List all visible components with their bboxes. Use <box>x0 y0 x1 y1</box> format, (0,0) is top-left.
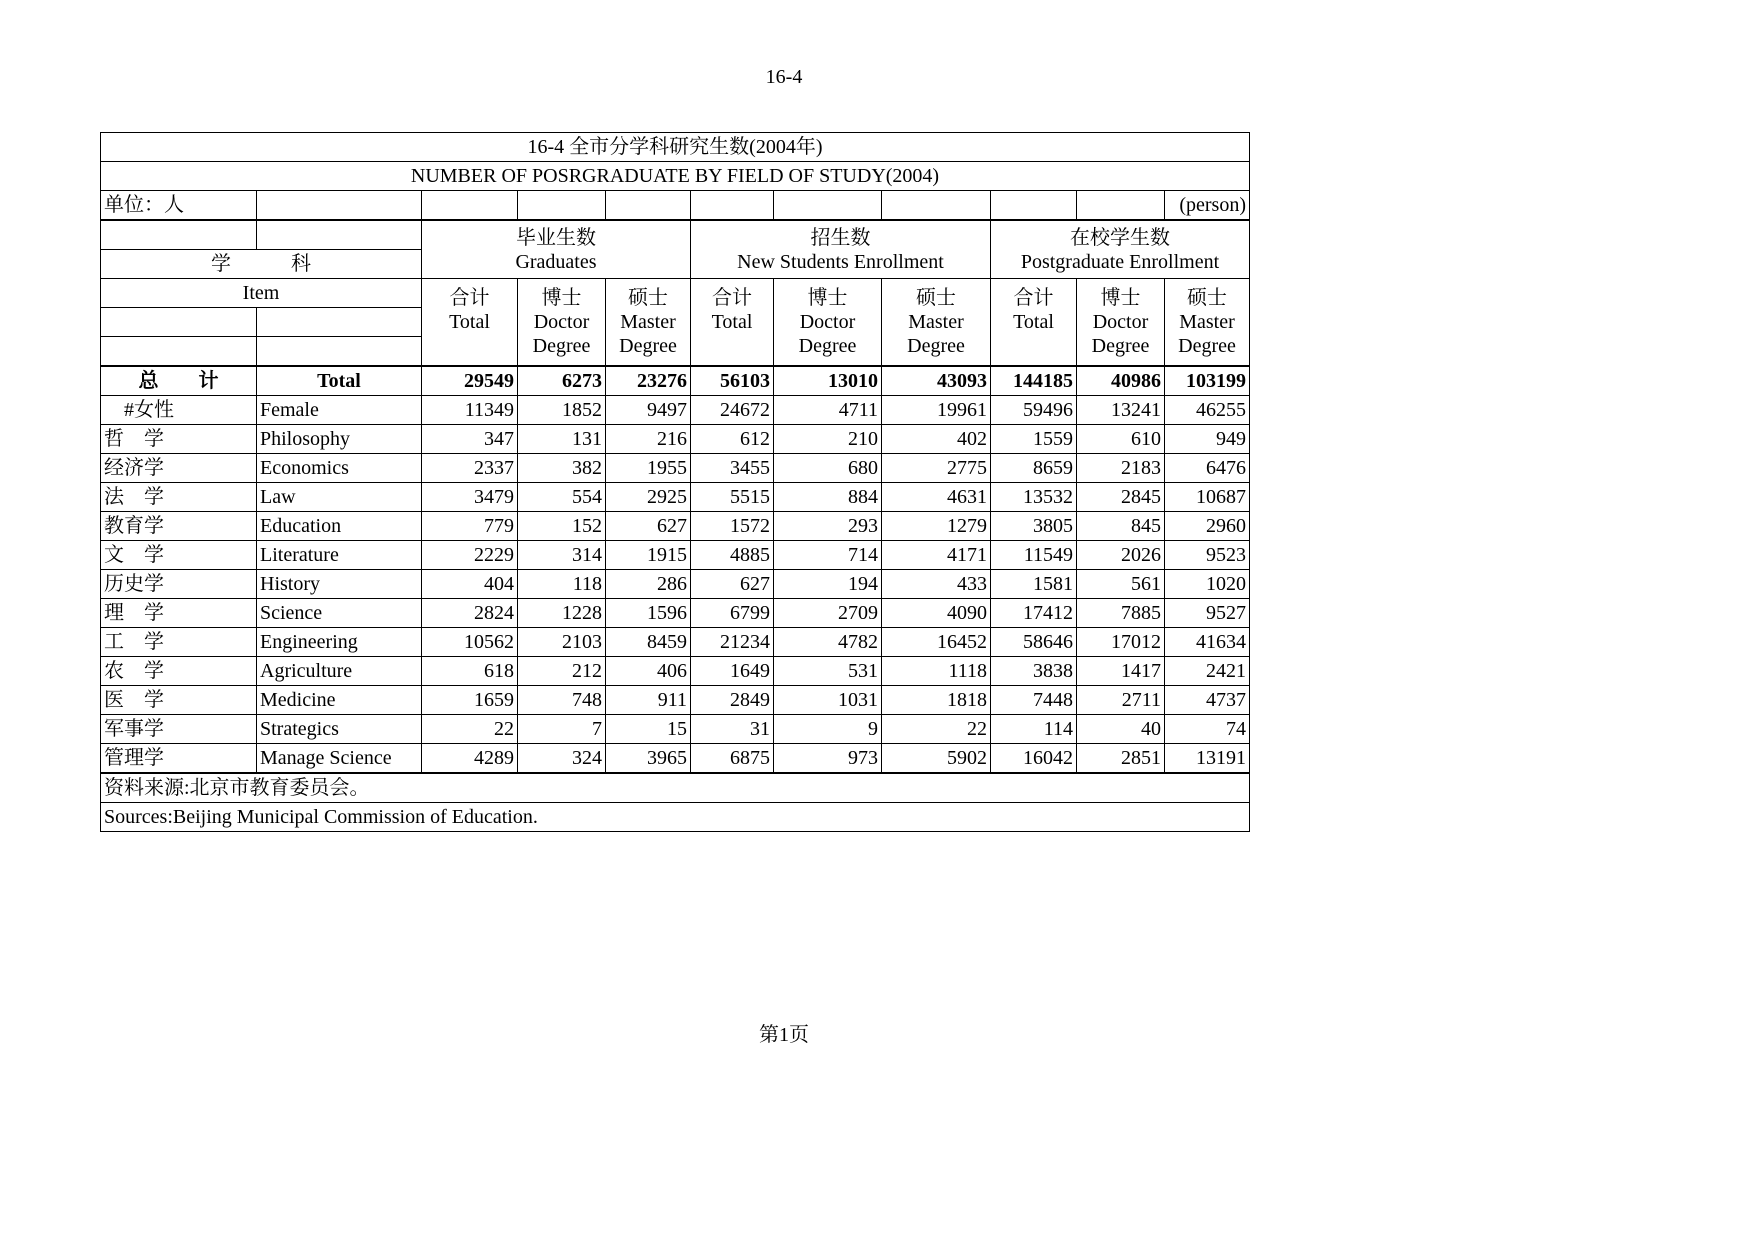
value-cell: 58646 <box>991 628 1077 657</box>
row-label-en: Engineering <box>257 628 422 657</box>
unit-en: (person) <box>1165 191 1250 221</box>
value-cell: 1020 <box>1165 570 1250 599</box>
value-cell: 911 <box>606 686 691 715</box>
value-cell: 2103 <box>518 628 606 657</box>
value-cell: 1649 <box>691 657 774 686</box>
value-cell: 7 <box>518 715 606 744</box>
value-cell: 554 <box>518 483 606 512</box>
value-cell: 40986 <box>1077 366 1165 396</box>
value-cell: 1659 <box>422 686 518 715</box>
value-cell: 29549 <box>422 366 518 396</box>
row-label-cn: 军事学 <box>101 715 257 744</box>
value-cell: 402 <box>882 425 991 454</box>
subcol-total: 合计 Total <box>691 279 774 367</box>
value-cell: 531 <box>774 657 882 686</box>
value-cell: 1818 <box>882 686 991 715</box>
value-cell: 627 <box>606 512 691 541</box>
value-cell: 2337 <box>422 454 518 483</box>
value-cell: 13010 <box>774 366 882 396</box>
value-cell: 286 <box>606 570 691 599</box>
table-row <box>101 744 1250 774</box>
data-table <box>100 132 1250 832</box>
row-label-cn: 经济学 <box>101 454 257 483</box>
value-cell: 5902 <box>882 744 991 774</box>
table-row <box>101 657 1250 686</box>
page-label: 16-4 <box>765 66 803 88</box>
subcol-master: 硕士 Master Degree <box>1165 279 1250 367</box>
value-cell: 216 <box>606 425 691 454</box>
table-row <box>101 483 1250 512</box>
table-row <box>101 541 1250 570</box>
value-cell: 714 <box>774 541 882 570</box>
value-cell: 680 <box>774 454 882 483</box>
table-row <box>101 454 1250 483</box>
value-cell: 4782 <box>774 628 882 657</box>
value-cell: 2183 <box>1077 454 1165 483</box>
value-cell: 19961 <box>882 396 991 425</box>
source-cn: 资料来源:北京市教育委员会。 <box>101 773 1250 803</box>
value-cell: 5515 <box>691 483 774 512</box>
value-cell: 13532 <box>991 483 1077 512</box>
value-cell: 23276 <box>606 366 691 396</box>
value-cell: 3805 <box>991 512 1077 541</box>
row-label-cn: 工 学 <box>101 628 257 657</box>
value-cell: 2229 <box>422 541 518 570</box>
title-cn: 16-4 全市分学科研究生数(2004年) <box>101 133 1250 162</box>
table-row <box>101 628 1250 657</box>
subcol-master: 硕士 Master Degree <box>606 279 691 367</box>
value-cell: 6875 <box>691 744 774 774</box>
value-cell: 7448 <box>991 686 1077 715</box>
row-label-cn: 哲 学 <box>101 425 257 454</box>
unit-cn: 单位：人 <box>101 191 257 221</box>
table-row <box>101 686 1250 715</box>
item-cn: 学 科 <box>101 250 422 279</box>
row-label-en: Female <box>257 396 422 425</box>
table-row <box>101 570 1250 599</box>
value-cell: 9497 <box>606 396 691 425</box>
value-cell: 6273 <box>518 366 606 396</box>
value-cell: 382 <box>518 454 606 483</box>
value-cell: 16042 <box>991 744 1077 774</box>
value-cell: 404 <box>422 570 518 599</box>
value-cell: 144185 <box>991 366 1077 396</box>
value-cell: 6799 <box>691 599 774 628</box>
row-label-en: Agriculture <box>257 657 422 686</box>
subcol-master: 硕士 Master Degree <box>882 279 991 367</box>
value-cell: 74 <box>1165 715 1250 744</box>
subcol-doctor: 博士 Doctor Degree <box>774 279 882 367</box>
value-cell: 324 <box>518 744 606 774</box>
value-cell: 293 <box>774 512 882 541</box>
value-cell: 1279 <box>882 512 991 541</box>
value-cell: 7885 <box>1077 599 1165 628</box>
value-cell: 210 <box>774 425 882 454</box>
value-cell: 612 <box>691 425 774 454</box>
row-label-en: Economics <box>257 454 422 483</box>
group-new-enrollment: 招生数 New Students Enrollment <box>691 220 991 279</box>
value-cell: 2026 <box>1077 541 1165 570</box>
row-label-cn: #女性 <box>101 396 257 425</box>
value-cell: 884 <box>774 483 882 512</box>
value-cell: 2845 <box>1077 483 1165 512</box>
row-label-en: Total <box>257 366 422 396</box>
value-cell: 2960 <box>1165 512 1250 541</box>
table-row <box>101 396 1250 425</box>
value-cell: 4711 <box>774 396 882 425</box>
value-cell: 17012 <box>1077 628 1165 657</box>
value-cell: 4289 <box>422 744 518 774</box>
value-cell: 24672 <box>691 396 774 425</box>
page-footer: 第1页 <box>759 1024 809 1046</box>
value-cell: 11549 <box>991 541 1077 570</box>
value-cell: 9 <box>774 715 882 744</box>
value-cell: 194 <box>774 570 882 599</box>
value-cell: 16452 <box>882 628 991 657</box>
value-cell: 845 <box>1077 512 1165 541</box>
row-label-cn: 管理学 <box>101 744 257 774</box>
value-cell: 22 <box>422 715 518 744</box>
value-cell: 46255 <box>1165 396 1250 425</box>
value-cell: 949 <box>1165 425 1250 454</box>
value-cell: 13191 <box>1165 744 1250 774</box>
item-en: Item <box>101 279 422 308</box>
value-cell: 347 <box>422 425 518 454</box>
value-cell: 8459 <box>606 628 691 657</box>
value-cell: 4090 <box>882 599 991 628</box>
row-label-cn: 理 学 <box>101 599 257 628</box>
row-label-en: History <box>257 570 422 599</box>
table-row <box>101 425 1250 454</box>
row-label-en: Manage Science <box>257 744 422 774</box>
row-label-cn: 文 学 <box>101 541 257 570</box>
value-cell: 9523 <box>1165 541 1250 570</box>
subcol-doctor: 博士 Doctor Degree <box>518 279 606 367</box>
value-cell: 131 <box>518 425 606 454</box>
value-cell: 1581 <box>991 570 1077 599</box>
row-label-cn: 医 学 <box>101 686 257 715</box>
value-cell: 561 <box>1077 570 1165 599</box>
value-cell: 4631 <box>882 483 991 512</box>
value-cell: 627 <box>691 570 774 599</box>
row-label-en: Medicine <box>257 686 422 715</box>
value-cell: 17412 <box>991 599 1077 628</box>
value-cell: 1596 <box>606 599 691 628</box>
source-en: Sources:Beijing Municipal Commission of Education. <box>101 803 1250 832</box>
value-cell: 10687 <box>1165 483 1250 512</box>
value-cell: 3965 <box>606 744 691 774</box>
value-cell: 152 <box>518 512 606 541</box>
row-label-en: Law <box>257 483 422 512</box>
value-cell: 1417 <box>1077 657 1165 686</box>
row-label-cn: 法 学 <box>101 483 257 512</box>
value-cell: 2711 <box>1077 686 1165 715</box>
value-cell: 1559 <box>991 425 1077 454</box>
value-cell: 1228 <box>518 599 606 628</box>
row-label-en: Science <box>257 599 422 628</box>
value-cell: 779 <box>422 512 518 541</box>
row-label-en: Philosophy <box>257 425 422 454</box>
value-cell: 4737 <box>1165 686 1250 715</box>
value-cell: 748 <box>518 686 606 715</box>
value-cell: 2824 <box>422 599 518 628</box>
value-cell: 610 <box>1077 425 1165 454</box>
value-cell: 212 <box>518 657 606 686</box>
row-label-en: Literature <box>257 541 422 570</box>
value-cell: 114 <box>991 715 1077 744</box>
row-label-cn: 教育学 <box>101 512 257 541</box>
value-cell: 433 <box>882 570 991 599</box>
value-cell: 9527 <box>1165 599 1250 628</box>
subcol-total: 合计 Total <box>991 279 1077 367</box>
value-cell: 43093 <box>882 366 991 396</box>
subcol-doctor: 博士 Doctor Degree <box>1077 279 1165 367</box>
value-cell: 11349 <box>422 396 518 425</box>
table-row <box>101 512 1250 541</box>
value-cell: 1955 <box>606 454 691 483</box>
value-cell: 406 <box>606 657 691 686</box>
value-cell: 15 <box>606 715 691 744</box>
row-label-en: Strategics <box>257 715 422 744</box>
value-cell: 2849 <box>691 686 774 715</box>
row-label-cn: 农 学 <box>101 657 257 686</box>
value-cell: 3838 <box>991 657 1077 686</box>
subcol-total: 合计 Total <box>422 279 518 367</box>
table-row <box>101 366 1250 396</box>
value-cell: 21234 <box>691 628 774 657</box>
value-cell: 973 <box>774 744 882 774</box>
value-cell: 13241 <box>1077 396 1165 425</box>
title-en: NUMBER OF POSRGRADUATE BY FIELD OF STUDY(2004) <box>101 162 1250 191</box>
value-cell: 4171 <box>882 541 991 570</box>
value-cell: 1118 <box>882 657 991 686</box>
value-cell: 4885 <box>691 541 774 570</box>
value-cell: 59496 <box>991 396 1077 425</box>
value-cell: 31 <box>691 715 774 744</box>
value-cell: 2775 <box>882 454 991 483</box>
row-label-en: Education <box>257 512 422 541</box>
value-cell: 10562 <box>422 628 518 657</box>
row-label-cn: 历史学 <box>101 570 257 599</box>
value-cell: 1852 <box>518 396 606 425</box>
group-graduates: 毕业生数 Graduates <box>422 220 691 279</box>
value-cell: 2925 <box>606 483 691 512</box>
value-cell: 314 <box>518 541 606 570</box>
value-cell: 3479 <box>422 483 518 512</box>
value-cell: 6476 <box>1165 454 1250 483</box>
value-cell: 8659 <box>991 454 1077 483</box>
value-cell: 41634 <box>1165 628 1250 657</box>
table-row <box>101 715 1250 744</box>
value-cell: 40 <box>1077 715 1165 744</box>
value-cell: 1031 <box>774 686 882 715</box>
value-cell: 2709 <box>774 599 882 628</box>
value-cell: 1915 <box>606 541 691 570</box>
table-row <box>101 599 1250 628</box>
value-cell: 618 <box>422 657 518 686</box>
value-cell: 103199 <box>1165 366 1250 396</box>
value-cell: 118 <box>518 570 606 599</box>
value-cell: 2421 <box>1165 657 1250 686</box>
value-cell: 22 <box>882 715 991 744</box>
value-cell: 3455 <box>691 454 774 483</box>
value-cell: 2851 <box>1077 744 1165 774</box>
value-cell: 56103 <box>691 366 774 396</box>
group-postgraduate-enrollment: 在校学生数 Postgraduate Enrollment <box>991 220 1250 279</box>
value-cell: 1572 <box>691 512 774 541</box>
row-label-cn: 总 计 <box>101 366 257 396</box>
